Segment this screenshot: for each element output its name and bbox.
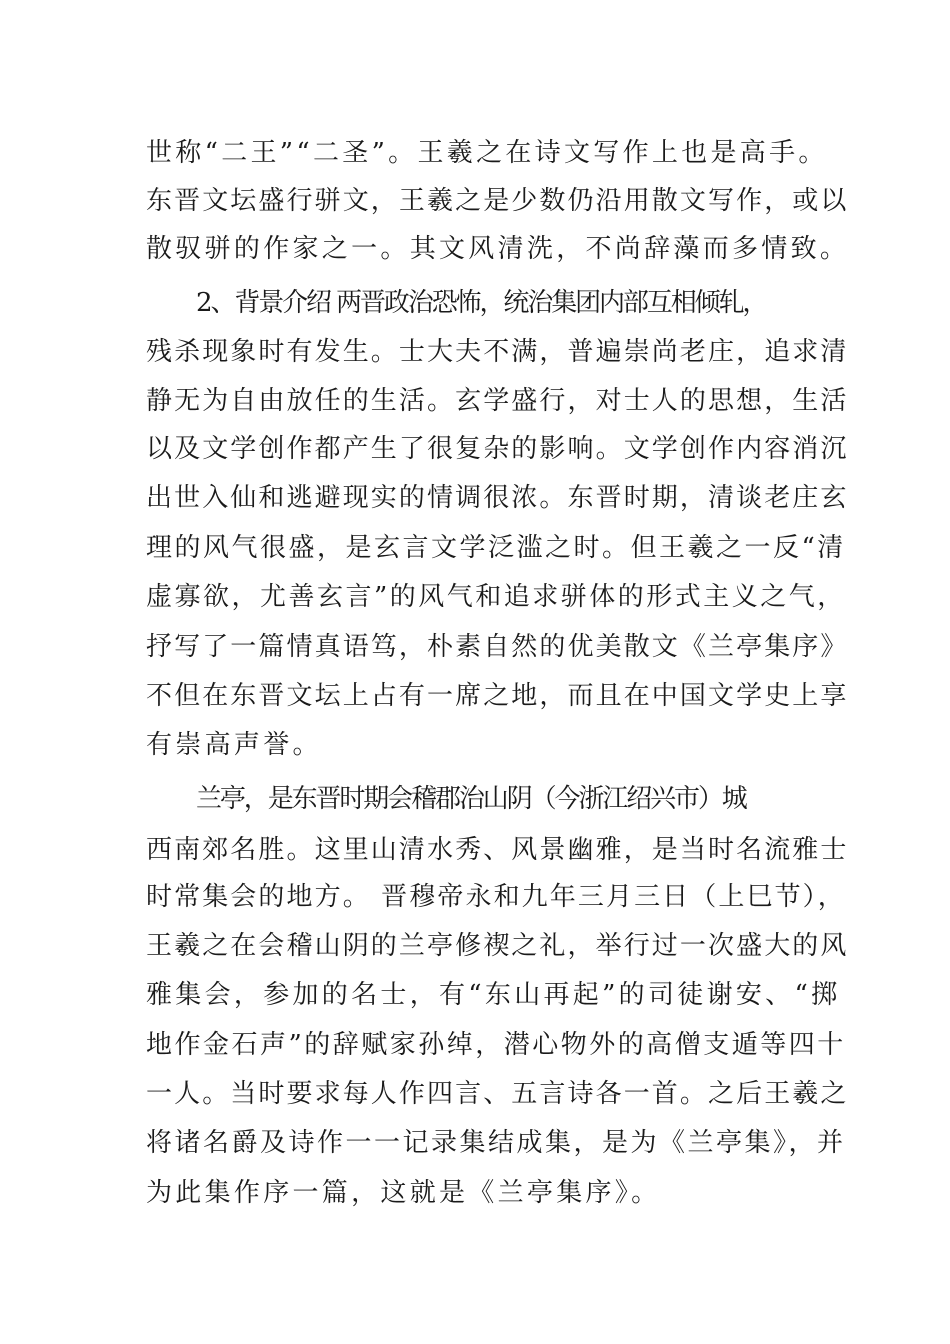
- text-line: 残杀现象时有发生。士大夫不满，普遍崇尚老庄，追求清: [146, 337, 849, 367]
- text-line: 兰亭，是东晋时期会稽郡治山阴（今浙江绍兴市）城: [196, 784, 746, 814]
- text-line: 东晋文坛盛行骈文，王羲之是少数仍沿用散文写作，或以: [146, 186, 849, 216]
- text-line: 以及文学创作都产生了很复杂的影响。文学创作内容消沉: [146, 434, 849, 464]
- text-line: 不但在东晋文坛上占有一席之地，而且在中国文学史上享: [146, 681, 849, 711]
- text-line: 王羲之在会稽山阴的兰亭修禊之礼，举行过一次盛大的风: [146, 931, 849, 961]
- text-line: 雅集会，参加的名士，有“东山再起”的司徒谢安、“掷: [146, 980, 841, 1010]
- text-line: 抒写了一篇情真语笃，朴素自然的优美散文《兰亭集序》: [146, 632, 849, 662]
- text-line: 出世入仙和逃避现实的情调很浓。东晋时期，清谈老庄玄: [146, 483, 849, 513]
- text-line: 2、背景介绍 两晋政治恐怖，统治集团内部互相倾轧，: [196, 288, 767, 318]
- text-line: 西南郊名胜。这里山清水秀、风景幽雅，是当时名流雅士: [146, 835, 849, 865]
- text-line: 地作金石声”的辞赋家孙绰，潜心物外的高僧支遁等四十: [146, 1030, 846, 1060]
- text-line: 时常集会的地方。 晋穆帝永和九年三月三日（上巳节），: [146, 882, 846, 912]
- text-line: 将诸名爵及诗作一一记录集结成集，是为《兰亭集》，并: [146, 1128, 846, 1158]
- text-line: 世称“二王”“二圣”。王羲之在诗文写作上也是高手。: [146, 138, 828, 168]
- text-line: 有崇高声誉。: [146, 730, 322, 760]
- text-line: 虚寡欲，尤善玄言”的风气和追求骈体的形式主义之气，: [146, 582, 846, 612]
- text-line: 理的风气很盛，是玄言文学泛滥之时。但王羲之一反“清: [146, 533, 846, 563]
- text-line: 一人。当时要求每人作四言、五言诗各一首。之后王羲之: [146, 1079, 849, 1109]
- text-line: 为此集作序一篇，这就是《兰亭集序》。: [146, 1178, 661, 1208]
- text-line: 静无为自由放任的生活。玄学盛行，对士人的思想，生活: [146, 386, 849, 416]
- text-line: 散驭骈的作家之一。其文风清洗，不尚辞藻而多情致。: [146, 234, 850, 264]
